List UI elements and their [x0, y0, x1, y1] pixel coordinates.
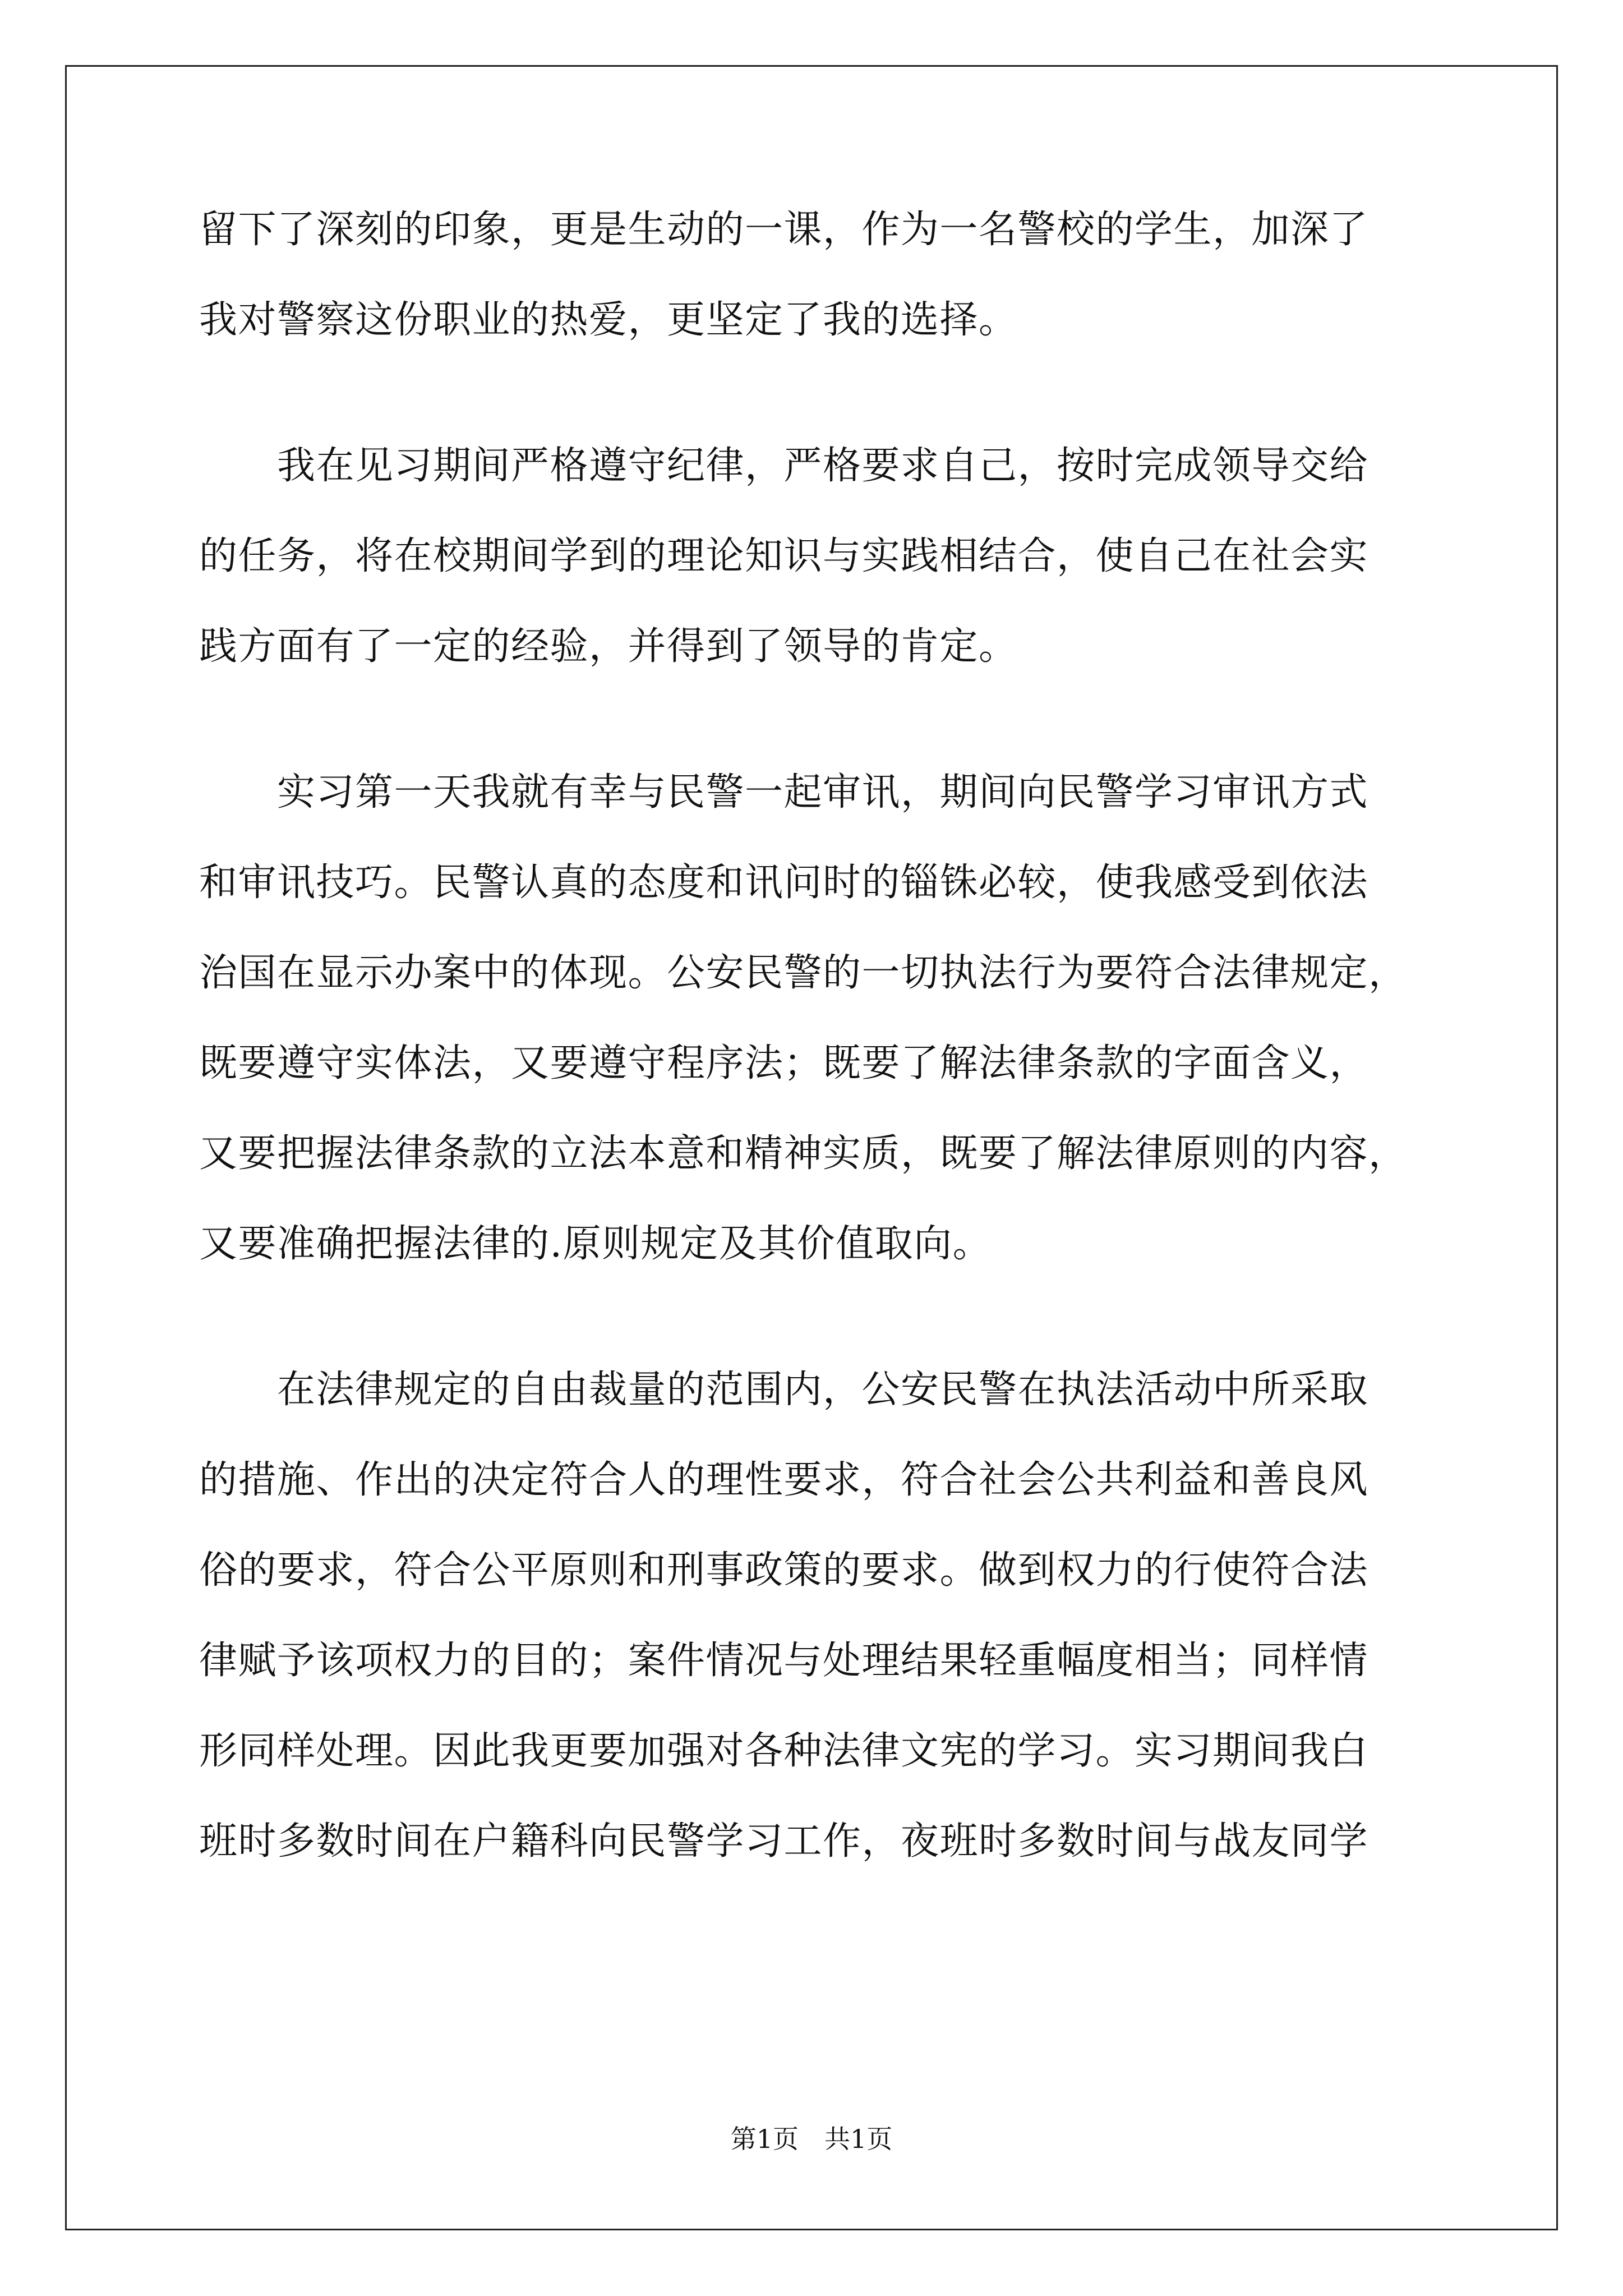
text-line: 律赋予该项权力的目的；案件情况与处理结果轻重幅度相当；同样情	[199, 1639, 1369, 1683]
text-line: 的任务，将在校期间学到的理论知识与实践相结合，使自己在社会实	[199, 534, 1369, 578]
text-line: 我在见习期间严格遵守纪律，严格要求自己，按时完成领导交给	[199, 444, 1369, 488]
text-line: 践方面有了一定的经验，并得到了领导的肯定。	[199, 624, 1018, 669]
text-line: 治国在显示办案中的体现。公安民警的一切执法行为要符合法律规定，	[199, 951, 1408, 995]
text-line: 班时多数时间在户籍科向民警学习工作，夜班时多数时间与战友同学	[199, 1819, 1369, 1864]
text-line: 俗的要求，符合公平原则和刑事政策的要求。做到权力的行使符合法	[199, 1548, 1369, 1593]
text-line: 形同样处理。因此我更要加强对各种法律文宪的学习。实习期间我白	[199, 1729, 1369, 1773]
text-line: 又要把握法律条款的立法本意和精神实质，既要了解法律原则的内容，	[199, 1131, 1408, 1176]
page-number: 第1页 共1页	[730, 2124, 893, 2154]
text-line: 既要遵守实体法，又要遵守程序法；既要了解法律条款的字面含义，	[199, 1041, 1369, 1085]
text-line: 和审讯技巧。民警认真的态度和讯问时的锱铢必较，使我感受到依法	[199, 861, 1369, 905]
text-line: 的措施、作出的决定符合人的理性要求，符合社会公共利益和善良风	[199, 1458, 1369, 1502]
text-line: 实习第一天我就有幸与民警一起审讯，期间向民警学习审讯方式	[199, 770, 1369, 815]
text-line: 又要准确把握法律的.原则规定及其价值取向。	[199, 1222, 992, 1266]
text-line: 留下了深刻的印象，更是生动的一课，作为一名警校的学生，加深了	[199, 208, 1369, 252]
text-line: 我对警察这份职业的热爱，更坚定了我的选择。	[199, 298, 1018, 342]
text-line: 在法律规定的自由裁量的范围内，公安民警在执法活动中所采取	[199, 1368, 1369, 1412]
